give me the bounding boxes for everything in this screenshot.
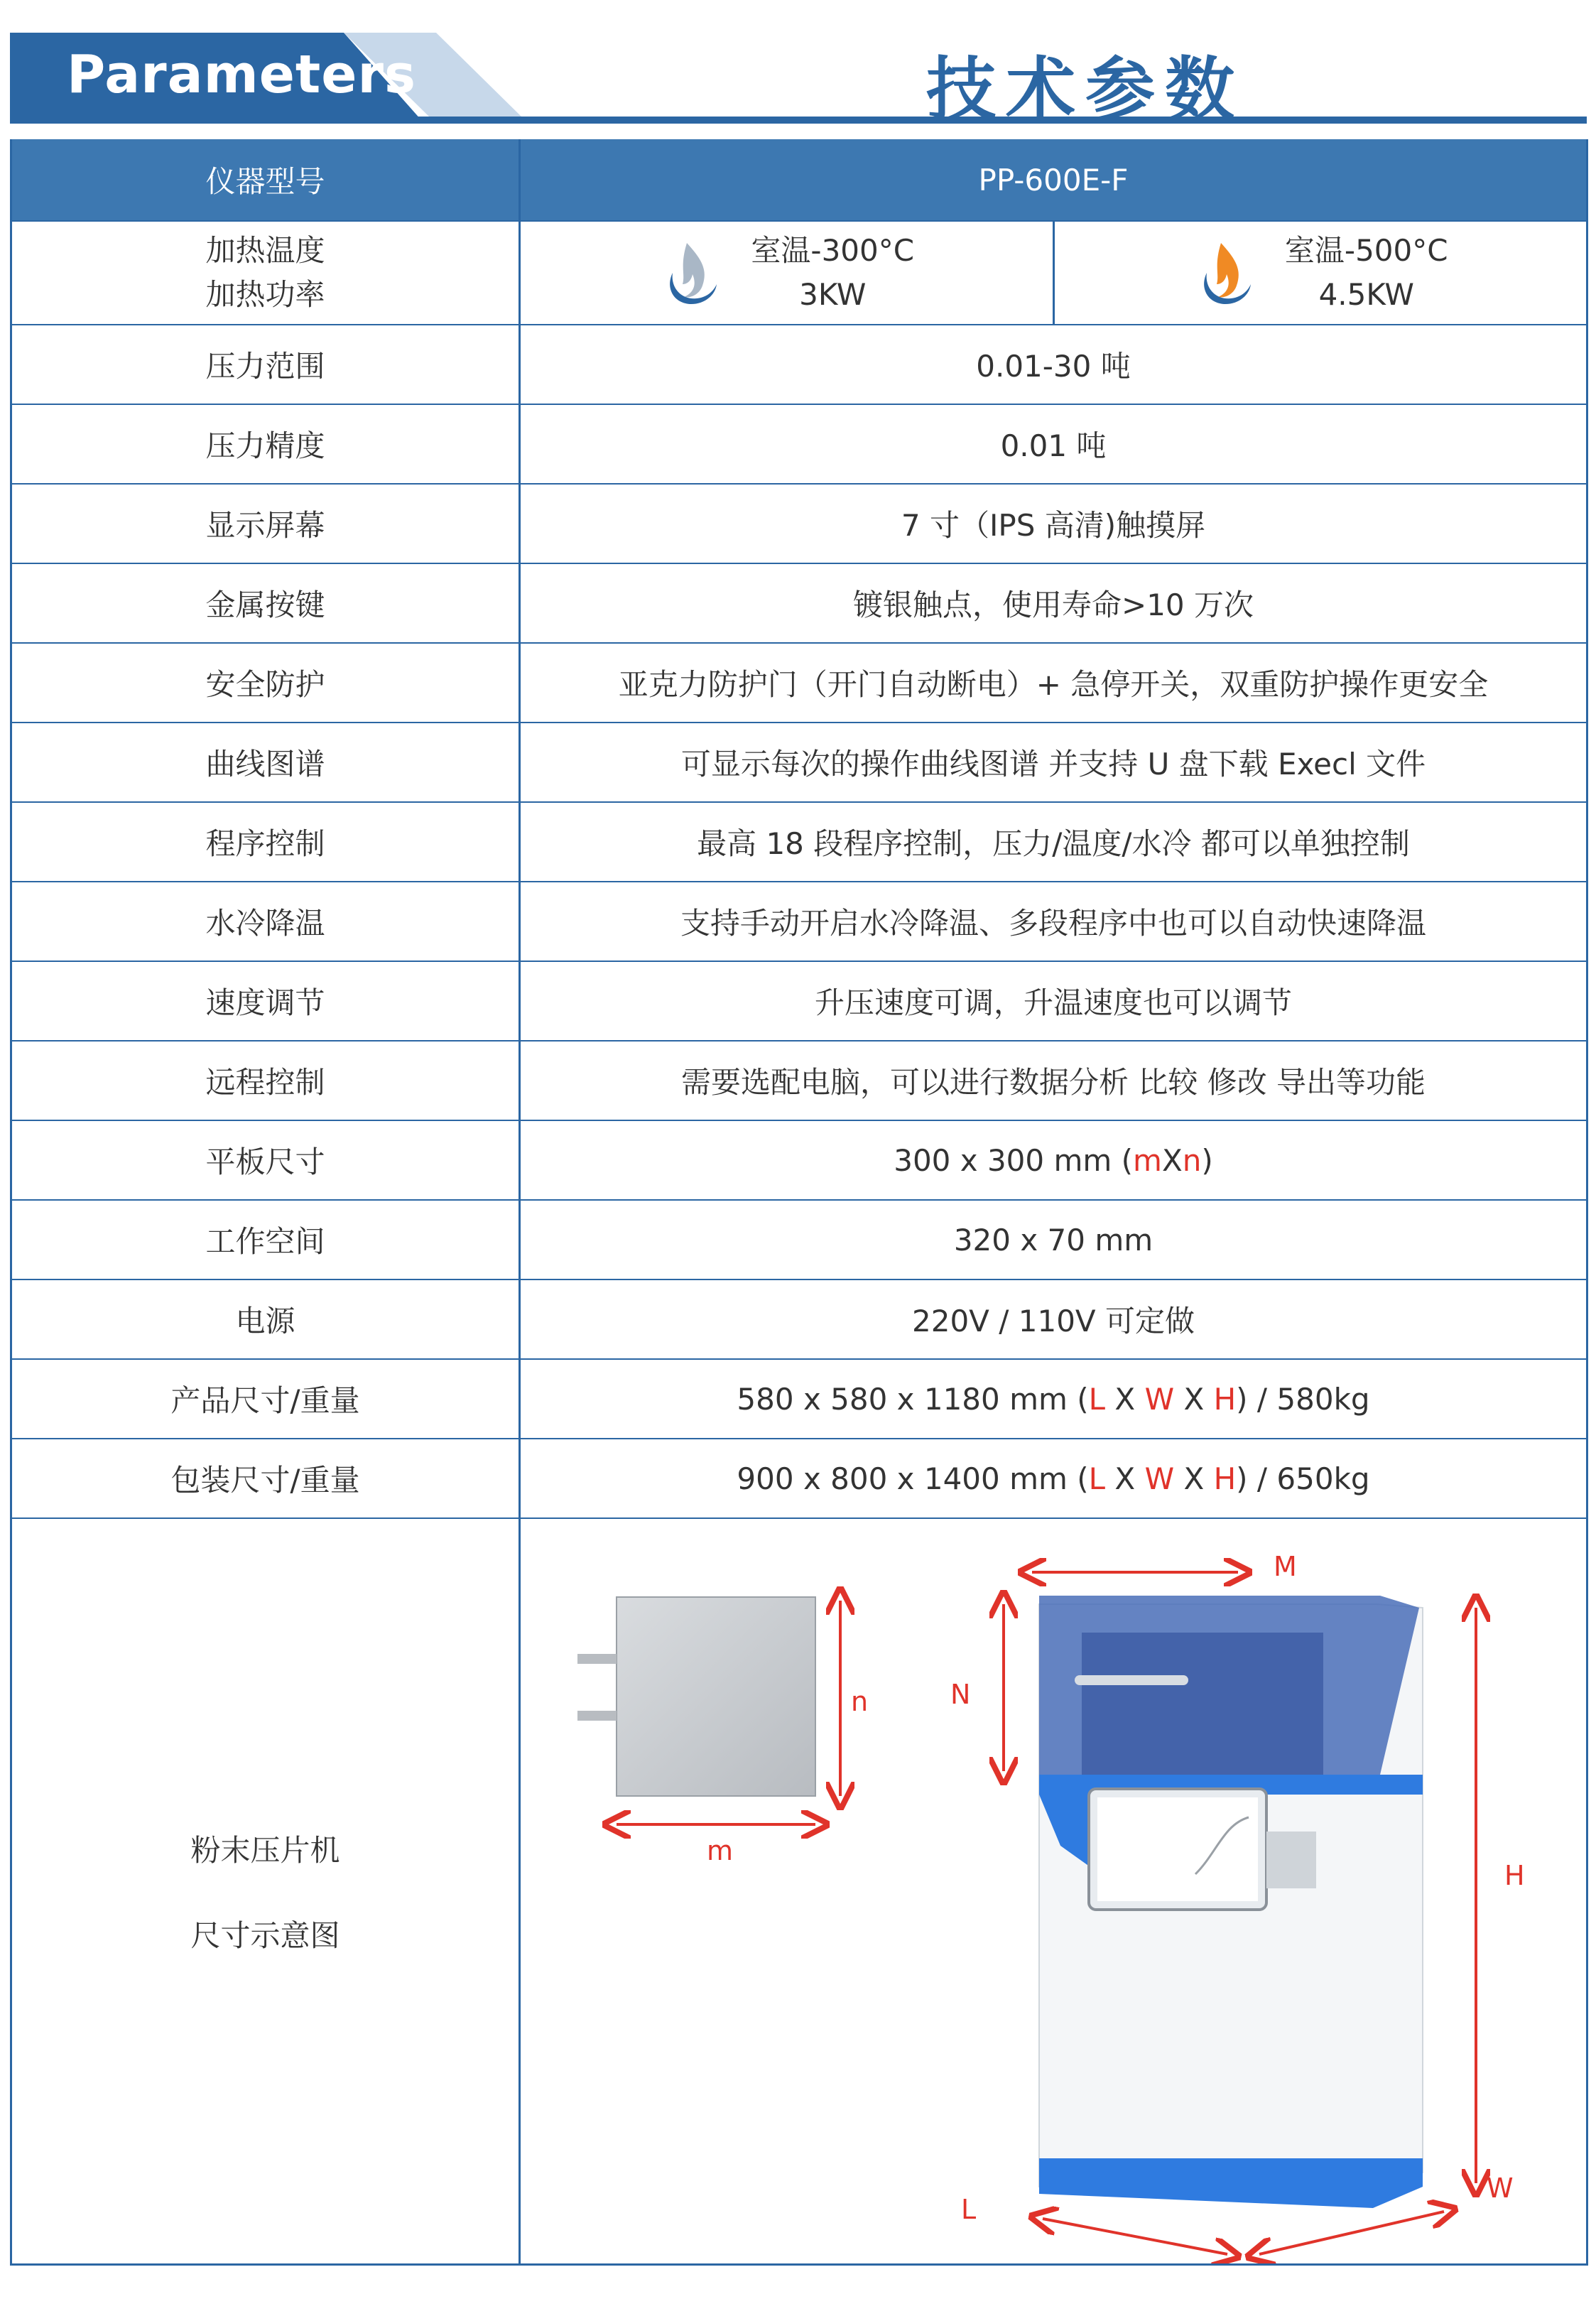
model-value: PP-600E-F xyxy=(978,162,1129,198)
flame-orange-icon xyxy=(1193,237,1256,308)
row-label: 程序控制 xyxy=(12,803,521,881)
package-row xyxy=(12,1439,1586,1519)
heat-power-label: 加热功率 xyxy=(205,277,325,312)
row-value: 亚克力防护门（开门自动断电）+ 急停开关，双重防护操作更安全 xyxy=(618,667,1489,702)
dim-W: W xyxy=(1487,2173,1514,2204)
title-cn: 技术参数 xyxy=(926,50,1245,131)
dim-N: N xyxy=(950,1679,971,1710)
table-row xyxy=(12,405,1586,485)
parameter-table xyxy=(10,139,1588,2266)
heat-option-1 xyxy=(521,222,1053,324)
package-label: 包装尺寸/重量 xyxy=(12,1439,521,1517)
row-value: 需要选配电脑，可以进行数据分析 比较 修改 导出等功能 xyxy=(680,1065,1426,1100)
header-banner xyxy=(10,28,1587,131)
dim-H: H xyxy=(1504,1860,1525,1891)
product-row xyxy=(12,1360,1586,1439)
machine-image xyxy=(1039,1596,1423,2208)
table-header-row xyxy=(12,139,1586,222)
table-row xyxy=(12,325,1586,405)
row-label: 安全防护 xyxy=(12,644,521,722)
heat-option-2 xyxy=(1053,222,1587,324)
row-value: 镀银触点，使用寿命>10 万次 xyxy=(853,588,1254,622)
row-value: 升压速度可调，升温速度也可以调节 xyxy=(814,985,1292,1020)
dimension-diagram xyxy=(521,1519,1586,2263)
diagram-label-1: 粉末压片机 xyxy=(190,1833,340,1868)
heat-option-1-power: 3KW xyxy=(799,277,867,312)
row-value: 7 寸（IPS 高清)触摸屏 xyxy=(901,508,1206,543)
table-row xyxy=(12,485,1586,564)
product-value: 580 x 580 x 1180 mm ( L X W X H ) / 580kg xyxy=(737,1381,1370,1417)
dim-M: M xyxy=(1274,1551,1297,1582)
row-value: 最高 18 段程序控制，压力/温度/水冷 都可以单独控制 xyxy=(697,826,1410,861)
flame-blue-icon xyxy=(658,237,722,308)
diagram-graphic xyxy=(521,1519,1582,2263)
dim-n: n xyxy=(851,1686,869,1717)
table-row xyxy=(12,723,1586,803)
row-label: 曲线图谱 xyxy=(12,723,521,801)
plate-value: 300 x 300 mm ( m X n ) xyxy=(894,1142,1213,1178)
heat-row xyxy=(12,222,1586,325)
plate-row xyxy=(12,1121,1586,1201)
workspace-row xyxy=(12,1201,1586,1280)
row-label: 压力范围 xyxy=(12,325,521,404)
plate-image xyxy=(617,1597,815,1796)
power-value: 220V / 110V 可定做 xyxy=(912,1304,1195,1338)
heat-option-1-temp: 室温-300°C xyxy=(751,233,915,268)
row-label: 水冷降温 xyxy=(12,882,521,961)
package-value: 900 x 800 x 1400 mm ( L X W X H ) / 650kg xyxy=(737,1461,1370,1496)
row-value: 可显示每次的操作曲线图谱 并支持 U 盘下载 Execl 文件 xyxy=(680,747,1426,781)
heat-option-2-power: 4.5KW xyxy=(1318,277,1414,312)
heat-option-2-temp: 室温-500°C xyxy=(1284,233,1448,268)
table-row xyxy=(12,1042,1586,1121)
row-label: 压力精度 xyxy=(12,405,521,483)
power-row xyxy=(12,1280,1586,1360)
product-label: 产品尺寸/重量 xyxy=(12,1360,521,1438)
plate-label: 平板尺寸 xyxy=(12,1121,521,1199)
table-row xyxy=(12,564,1586,644)
table-row xyxy=(12,644,1586,723)
row-value: 0.01 吨 xyxy=(1000,428,1107,463)
heat-temp-label: 加热温度 xyxy=(205,233,325,268)
workspace-label: 工作空间 xyxy=(12,1201,521,1279)
table-row xyxy=(12,882,1586,962)
workspace-value: 320 x 70 mm xyxy=(953,1222,1153,1257)
row-value: 0.01-30 吨 xyxy=(976,349,1131,384)
row-label: 远程控制 xyxy=(12,1042,521,1120)
diagram-row xyxy=(12,1519,1586,2263)
row-value: 支持手动开启水冷降温、多段程序中也可以自动快速降温 xyxy=(680,906,1426,941)
table-row xyxy=(12,962,1586,1042)
model-label: 仪器型号 xyxy=(12,139,521,220)
row-label: 显示屏幕 xyxy=(12,485,521,563)
row-label: 金属按键 xyxy=(12,564,521,642)
dim-L: L xyxy=(961,2194,977,2225)
row-label: 速度调节 xyxy=(12,962,521,1040)
diagram-label-2: 尺寸示意图 xyxy=(190,1918,340,1953)
dim-m: m xyxy=(707,1835,734,1866)
power-label: 电源 xyxy=(12,1280,521,1358)
table-row xyxy=(12,803,1586,882)
title-en: Parameters xyxy=(67,44,417,105)
